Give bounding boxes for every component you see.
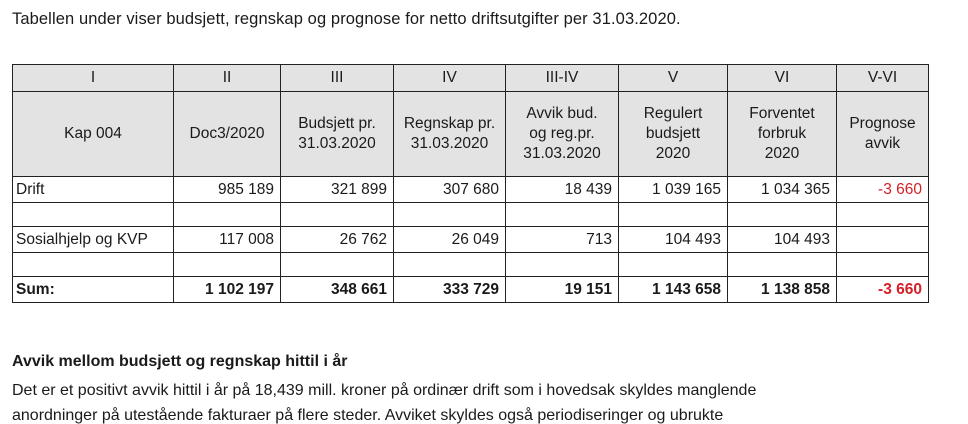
column-header-line: Forventet — [749, 105, 815, 122]
column-header-row — [13, 92, 929, 177]
table-cell: 1 138 858 — [728, 277, 837, 303]
table-cell-negative: -3 660 — [837, 277, 929, 303]
table-cell-negative — [837, 227, 929, 253]
roman-header-cell: III-IV — [506, 65, 619, 92]
table-cell: 1 143 658 — [619, 277, 728, 303]
table-cell: 26 049 — [394, 227, 506, 253]
row-label: Sum: — [13, 277, 174, 303]
column-header-line: Doc3/2020 — [189, 125, 265, 142]
column-header-line: 2020 — [655, 145, 691, 162]
column-header-doc — [174, 92, 281, 177]
table-cell: 19 151 — [506, 277, 619, 303]
column-header-line: 31.03.2020 — [523, 145, 601, 162]
column-header-budsjett — [281, 92, 394, 177]
paragraph-line: anordninger på utestående fakturaer på flere steder. Avviket skyldes også periodiseringer og ubrukte — [12, 407, 724, 424]
table-cell: 18 439 — [506, 177, 619, 203]
table-cell: 307 680 — [394, 177, 506, 203]
intro-text: Tabellen under viser budsjett, regnskap og prognose for netto driftsutgifter per 31.03.2020. — [12, 10, 681, 28]
table-cell: 1 102 197 — [174, 277, 281, 303]
column-header-avvik — [506, 92, 619, 177]
column-header-line: avvik — [864, 135, 901, 152]
table-cell: 713 — [506, 227, 619, 253]
budget-table — [12, 64, 929, 303]
table-cell: 1 034 365 — [728, 177, 837, 203]
table-cell: 985 189 — [174, 177, 281, 203]
paragraph-line: Det er et positivt avvik hittil i år på 18,439 mill. kroner på ordinær drift som i hovedsak skyldes manglende — [12, 382, 757, 399]
roman-header-cell: III — [281, 65, 394, 92]
roman-header-row — [13, 65, 929, 92]
table-cell: 333 729 — [394, 277, 506, 303]
column-header-regnskap — [394, 92, 506, 177]
roman-header-cell: V-VI — [837, 65, 929, 92]
table-cell: 117 008 — [174, 227, 281, 253]
column-header-line: budsjett — [645, 125, 701, 142]
roman-header-cell: I — [13, 65, 174, 92]
column-header-line: Avvik bud. — [526, 105, 598, 122]
column-header-line: 2020 — [764, 145, 800, 162]
table-cell: 104 493 — [619, 227, 728, 253]
table-cell: 104 493 — [728, 227, 837, 253]
column-header-line: 31.03.2020 — [298, 135, 376, 152]
table-cell: 348 661 — [281, 277, 394, 303]
roman-header-cell: II — [174, 65, 281, 92]
roman-header-cell: V — [619, 65, 728, 92]
table-row-drift — [13, 177, 929, 203]
table-spacer-row — [13, 253, 929, 277]
table-cell: 1 039 165 — [619, 177, 728, 203]
column-header-line: Kap 004 — [64, 125, 122, 142]
column-header-line: Regnskap pr. — [403, 115, 496, 132]
table-cell: 26 762 — [281, 227, 394, 253]
table-row-sum — [13, 277, 929, 303]
row-label: Sosialhjelp og KVP — [13, 227, 174, 253]
table-spacer-row — [13, 203, 929, 227]
column-header-line: 31.03.2020 — [410, 135, 489, 152]
table-cell: 321 899 — [281, 177, 394, 203]
column-header-regulert — [619, 92, 728, 177]
table-row-sosialhjelp — [13, 227, 929, 253]
column-header-line: Budsjett pr. — [298, 115, 376, 132]
row-label: Drift — [13, 177, 174, 203]
section-heading: Avvik mellom budsjett og regnskap hittil i år — [12, 353, 348, 370]
column-header-forventet — [728, 92, 837, 177]
paragraph — [12, 378, 952, 424]
column-header-line: Regulert — [643, 105, 703, 122]
roman-header-cell: VI — [728, 65, 837, 92]
column-header-line: Prognose — [849, 115, 916, 132]
roman-header-cell: IV — [394, 65, 506, 92]
table-cell-negative: -3 660 — [837, 177, 929, 203]
column-header-kap — [13, 92, 174, 177]
column-header-prognose — [837, 92, 929, 177]
column-header-line: forbruk — [757, 125, 807, 142]
column-header-line: og reg.pr. — [529, 125, 595, 142]
